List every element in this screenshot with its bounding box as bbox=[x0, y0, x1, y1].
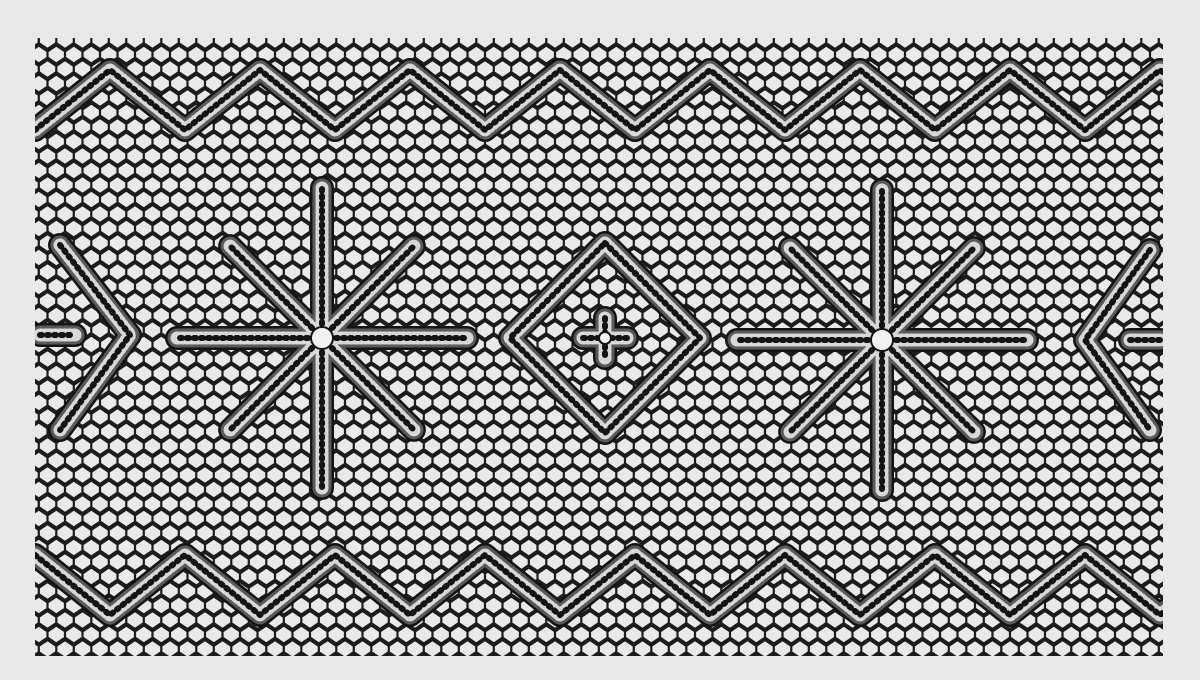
star-motif-left-center bbox=[311, 327, 333, 349]
star-motif-right-center bbox=[871, 329, 893, 351]
diamond-center-hole bbox=[599, 332, 611, 344]
